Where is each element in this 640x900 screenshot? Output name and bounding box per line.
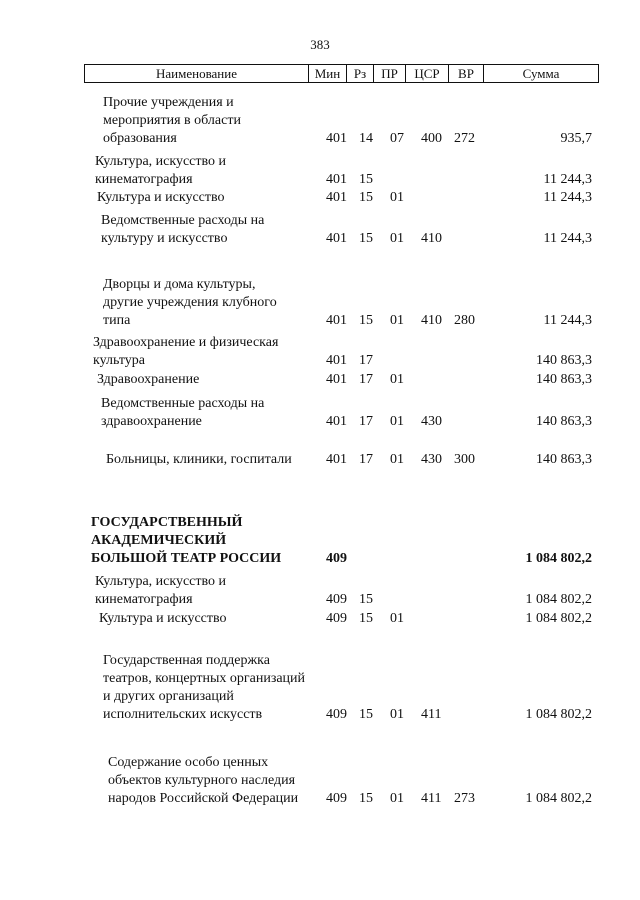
row-rz: 14 — [359, 131, 373, 146]
row-sum: 11 244,3 — [543, 313, 592, 328]
header-pr: ПР — [381, 66, 398, 81]
row-pr: 01 — [390, 190, 404, 205]
row-min: 401 — [326, 131, 347, 146]
row-name — [91, 514, 281, 568]
row-csr: 410 — [421, 231, 442, 246]
row-name-line: здравоохранение — [101, 414, 202, 429]
row-pr: 01 — [390, 707, 404, 722]
row-rz: 17 — [359, 452, 373, 467]
row-sum: 140 863,3 — [536, 414, 592, 429]
row-rz: 17 — [359, 372, 373, 387]
row-vr: 300 — [454, 452, 475, 467]
row-name-line: объектов культурного наследия — [108, 773, 296, 788]
row-name-line: Культура и искусство — [97, 190, 225, 205]
row-sum: 935,7 — [560, 131, 592, 146]
row-pr: 01 — [390, 372, 404, 387]
row-pr: 01 — [390, 313, 404, 328]
header-vr: ВР — [458, 66, 474, 81]
row-csr: 410 — [421, 313, 442, 328]
row-min: 401 — [326, 452, 347, 467]
row-vr: 280 — [454, 313, 475, 328]
row-name-line: Здравоохранение — [97, 372, 200, 387]
row-csr: 430 — [421, 414, 442, 429]
row-name-line: культура — [93, 353, 145, 368]
row-vr: 272 — [454, 131, 475, 146]
row-name — [95, 573, 226, 609]
row-min: 409 — [326, 551, 347, 566]
row-min: 401 — [326, 190, 347, 205]
row-min: 401 — [326, 372, 347, 387]
row-rz: 17 — [359, 414, 373, 429]
row-name-line: кинематография — [95, 592, 193, 607]
row-sum: 1 084 802,2 — [525, 551, 592, 566]
row-name-line: кинематография — [95, 172, 193, 187]
row-pr: 01 — [390, 414, 404, 429]
row-name — [108, 754, 298, 808]
row-name — [97, 189, 225, 207]
row-name-line: типа — [103, 313, 131, 328]
row-pr: 01 — [390, 452, 404, 467]
row-sum: 11 244,3 — [543, 190, 592, 205]
row-name-line: Государственная поддержка — [103, 653, 270, 668]
row-vr: 273 — [454, 791, 475, 806]
row-sum: 140 863,3 — [536, 353, 592, 368]
header-name: Наименование — [156, 66, 237, 81]
row-name-line: Больницы, клиники, госпитали — [106, 452, 292, 467]
row-rz: 15 — [359, 707, 373, 722]
row-name — [103, 652, 305, 724]
row-csr: 411 — [421, 707, 442, 722]
row-csr: 400 — [421, 131, 442, 146]
row-pr: 07 — [390, 131, 404, 146]
row-rz: 15 — [359, 172, 373, 187]
row-name-line: Ведомственные расходы на — [101, 213, 265, 228]
row-name-line: БОЛЬШОЙ ТЕАТР РОССИИ — [91, 551, 282, 566]
row-pr: 01 — [390, 611, 404, 626]
row-name — [101, 395, 264, 431]
row-name-line: театров, концертных организаций — [103, 671, 306, 686]
row-min: 409 — [326, 592, 347, 607]
header-min: Мин — [314, 66, 341, 81]
row-rz: 15 — [359, 791, 373, 806]
row-name-line: Дворцы и дома культуры, — [103, 277, 256, 292]
header-sum: Сумма — [522, 66, 560, 81]
row-sum: 140 863,3 — [536, 452, 592, 467]
row-name-line: Культура и искусство — [99, 611, 227, 626]
row-name-line: образования — [103, 131, 177, 146]
row-min: 409 — [326, 707, 347, 722]
row-name-line: Содержание особо ценных — [108, 755, 269, 770]
row-sum: 11 244,3 — [543, 172, 592, 187]
row-name-line: и других организаций — [103, 689, 234, 704]
row-name-line: Культура, искусство и — [95, 574, 227, 589]
row-rz: 15 — [359, 592, 373, 607]
row-min: 409 — [326, 611, 347, 626]
row-csr: 430 — [421, 452, 442, 467]
row-name — [106, 451, 292, 469]
row-name-line: АКАДЕМИЧЕСКИЙ — [91, 533, 227, 548]
row-name-line: Здравоохранение и физическая — [93, 335, 279, 350]
header-csr: ЦСР — [414, 66, 440, 81]
row-name — [95, 153, 226, 189]
row-name-line: мероприятия в области — [103, 113, 241, 128]
row-name-line: Ведомственные расходы на — [101, 396, 265, 411]
row-name-line: исполнительских искусств — [103, 707, 263, 722]
row-min: 401 — [326, 414, 347, 429]
row-sum: 1 084 802,2 — [525, 791, 592, 806]
row-name-line: ГОСУДАРСТВЕННЫЙ — [91, 515, 243, 530]
row-sum: 1 084 802,2 — [525, 611, 592, 626]
row-name — [99, 610, 227, 628]
row-min: 401 — [326, 353, 347, 368]
row-min: 409 — [326, 791, 347, 806]
row-pr: 01 — [390, 791, 404, 806]
row-pr: 01 — [390, 231, 404, 246]
row-sum: 1 084 802,2 — [525, 707, 592, 722]
row-name-line: Прочие учреждения и — [103, 95, 234, 110]
page-number: 383 — [310, 37, 330, 52]
row-sum: 140 863,3 — [536, 372, 592, 387]
row-rz: 15 — [359, 231, 373, 246]
row-name — [101, 212, 264, 248]
row-name — [103, 94, 241, 148]
row-rz: 17 — [359, 353, 373, 368]
header-rz: Рз — [353, 66, 367, 81]
row-name-line: народов Российской Федерации — [108, 791, 299, 806]
row-min: 401 — [326, 313, 347, 328]
row-rz: 15 — [359, 313, 373, 328]
row-name — [97, 371, 199, 389]
table-header — [84, 64, 599, 83]
row-name-line: другие учреждения клубного — [103, 295, 277, 310]
row-name — [93, 334, 278, 370]
row-name-line: культуру и искусство — [101, 231, 228, 246]
row-name-line: Культура, искусство и — [95, 154, 227, 169]
row-rz: 15 — [359, 190, 373, 205]
row-min: 401 — [326, 172, 347, 187]
row-min: 401 — [326, 231, 347, 246]
row-sum: 1 084 802,2 — [525, 592, 592, 607]
row-name — [103, 276, 277, 330]
row-csr: 411 — [421, 791, 442, 806]
row-sum: 11 244,3 — [543, 231, 592, 246]
row-rz: 15 — [359, 611, 373, 626]
